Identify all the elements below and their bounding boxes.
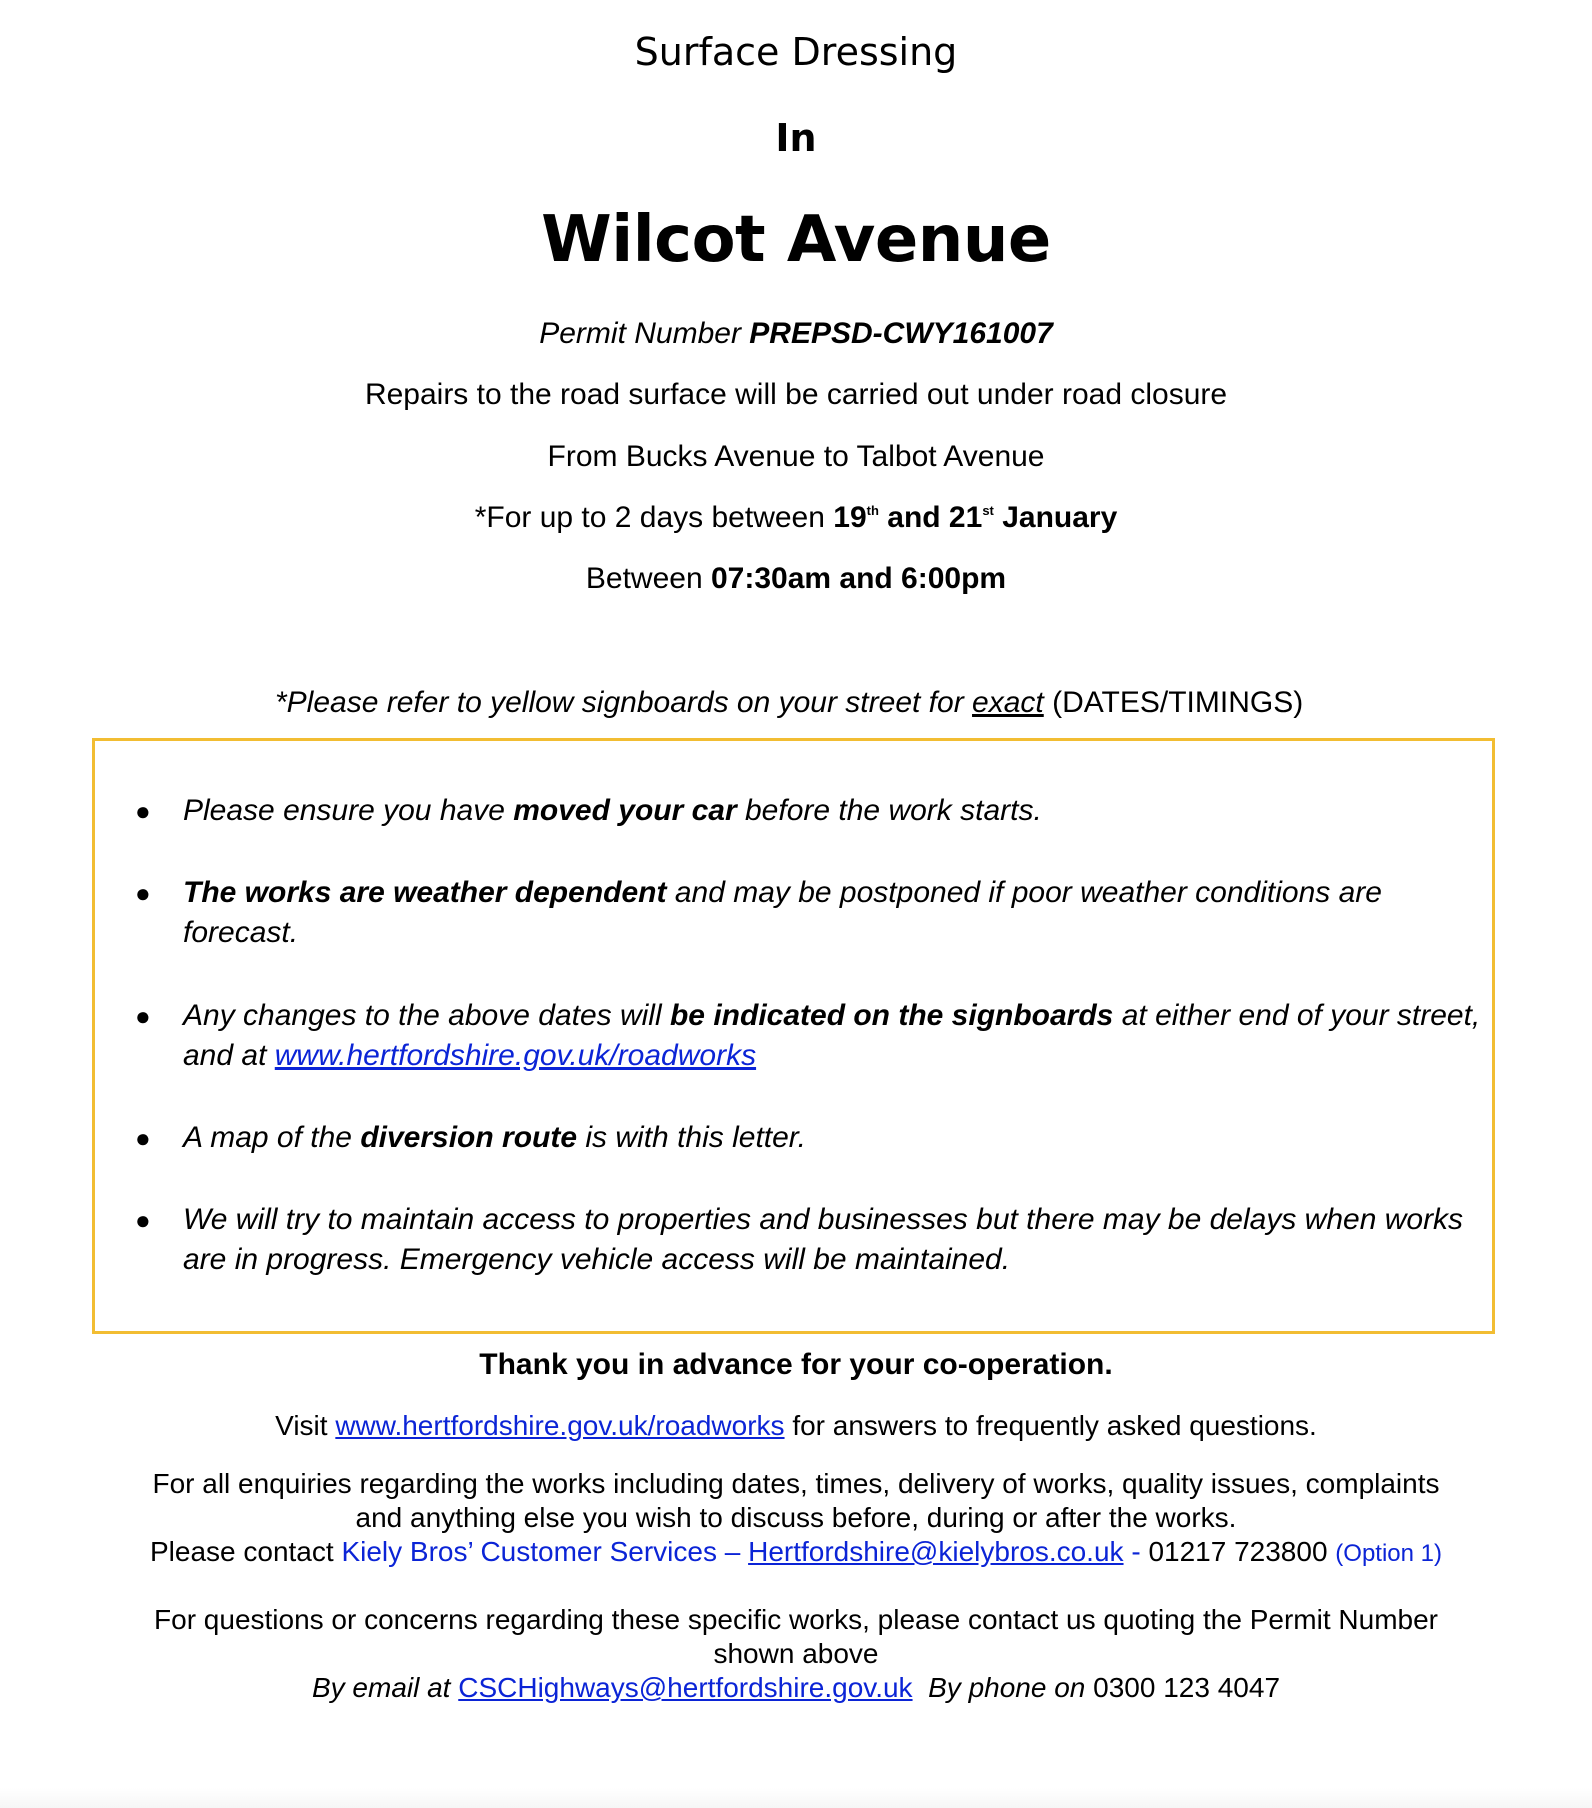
questions-line-1: For questions or concerns regarding these specific works, please contact us quoting the Permit Number [154, 1604, 1438, 1635]
refer-suffix: (DATES/TIMINGS) [1052, 686, 1304, 719]
contact-line: Please contact Kiely Bros’ Customer Services – Hertfordshire@kielybros.co.uk - 01217 723800 (Option 1) [149, 1536, 1443, 1567]
contact-phone: 01217 723800 [1148, 1536, 1328, 1567]
heading-surface-dressing: Surface Dressing [634, 30, 958, 74]
dates-prefix: *For up to 2 days between [474, 501, 825, 534]
times-line [0, 561, 1592, 597]
bullet-icon: ● [135, 1123, 151, 1153]
bullet-icon: ● [135, 1001, 151, 1031]
permit-number-line [0, 316, 1592, 352]
notice-box [92, 738, 1495, 1334]
from-to-line: From Bucks Avenue to Talbot Avenue [547, 440, 1045, 473]
refer-prefix: *Please refer to yellow signboards on your street for [275, 686, 964, 719]
questions-line-2: shown above [713, 1638, 879, 1669]
date-and: and 21 [887, 501, 983, 534]
bullet-text: A map of the diversion route is with this letter. [183, 1121, 807, 1154]
email-phone-line: By email at CSCHighways@hertfordshire.gov.uk By phone on 0300 123 4047 [311, 1672, 1281, 1703]
permit-label: Permit Number [539, 317, 741, 350]
heading-in: In [775, 116, 817, 160]
enquiries-line-2: and anything else you wish to discuss before, during or after the works. [355, 1502, 1237, 1533]
bullet-icon: ● [135, 1205, 151, 1235]
bullet-text: Please ensure you have moved your car before the work starts. [183, 794, 1042, 827]
thank-you-line: Thank you in advance for your co-operation. [479, 1348, 1113, 1381]
repairs-line: Repairs to the road surface will be carried out under road closure [364, 378, 1228, 411]
bullet-text: We will try to maintain access to properties and businesses but there may be delays when works are in progress. Emergency vehicle access will be maintained. [183, 1203, 1464, 1276]
bullet-icon: ● [135, 796, 151, 826]
contact-company: Kiely Bros’ Customer Services – [341, 1536, 741, 1567]
contact-email-link[interactable]: Hertfordshire@kielybros.co.uk [748, 1536, 1124, 1567]
contact-option: (Option 1) [1335, 1540, 1443, 1567]
dates-line [0, 500, 1592, 536]
refer-exact: exact [972, 686, 1044, 719]
date-start: 19 [833, 501, 867, 534]
bullet-text: The works are weather dependent and may be postponed if poor weather conditions are forecast. [183, 876, 1382, 949]
bullet-text: Any changes to the above dates will be indicated on the signboards at either end of your street, and at www.hertfordshire.gov.uk/roadworks [183, 999, 1481, 1072]
roadworks-link[interactable]: www.hertfordshire.gov.uk/roadworks [274, 1039, 757, 1072]
street-name-title: Wilcot Avenue [541, 203, 1051, 277]
bullet-icon: ● [135, 878, 151, 908]
page-bottom-edge [0, 1788, 1592, 1808]
csc-highways-email-link[interactable]: CSCHighways@hertfordshire.gov.uk [458, 1672, 913, 1703]
date-month: January [1002, 501, 1118, 534]
times-prefix: Between [585, 562, 703, 595]
faq-roadworks-link[interactable]: www.hertfordshire.gov.uk/roadworks [335, 1410, 785, 1441]
visit-line: Visit www.hertfordshire.gov.uk/roadworks for answers to frequently asked questions. [275, 1410, 1317, 1441]
enquiries-line-1: For all enquiries regarding the works including dates, times, delivery of works, quality issues, complaints [152, 1468, 1440, 1499]
date-start-suffix: th [866, 503, 879, 518]
permit-number: PREPSD-CWY161007 [749, 317, 1053, 350]
phone-number: 0300 123 4047 [1093, 1672, 1281, 1703]
date-end-suffix: st [982, 503, 994, 518]
refer-signboards-line [275, 685, 1303, 721]
times-value: 07:30am and 6:00pm [710, 562, 1007, 595]
